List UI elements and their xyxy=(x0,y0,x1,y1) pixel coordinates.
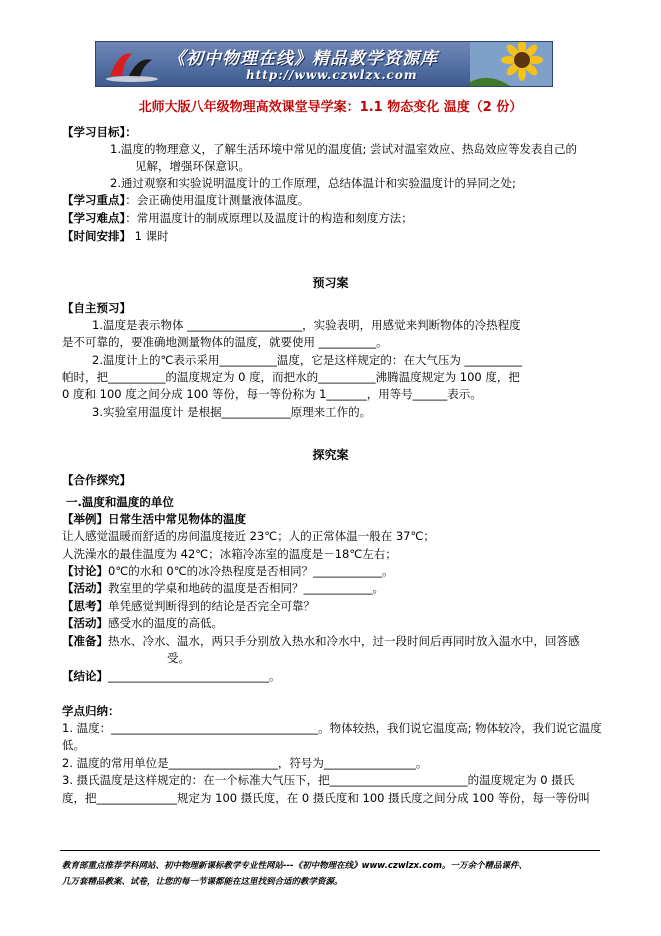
summary-label: 学点归纳： xyxy=(62,704,120,718)
example-title: 日常生活中常见物体的温度 xyxy=(108,512,246,526)
discuss-label: 【讨论】 xyxy=(62,564,108,578)
summary-3-line-1: 3. 摄氏温度是这样规定的：在一个标准大气压下，把________________________的温度规定为 0 摄氏 xyxy=(62,773,575,787)
conclusion-row xyxy=(62,668,281,684)
activity-2-label: 【活动】 xyxy=(62,616,108,630)
activity-1-text: 教室里的学桌和地砖的温度是否相同？____________。 xyxy=(108,581,384,595)
summary-2: 2. 温度的常用单位是___________________，符号为________________。 xyxy=(62,756,428,770)
preview-q2-line-1: 2.温度计上的℃表示采用__________温度，它是这样规定的：在大气压为 __________ xyxy=(92,353,523,367)
difficulty-text: ：常用温度计的制成原理以及温度计的构造和刻度方法； xyxy=(125,211,413,225)
sunflower-icon xyxy=(470,42,552,87)
think-label: 【思考】 xyxy=(62,599,108,613)
summary-1-line-2: 低。 xyxy=(62,738,85,752)
header-banner xyxy=(95,41,553,87)
example-line-2: 人洗澡水的最佳温度为 42℃；冰箱冷冻室的温度是－18℃左右； xyxy=(62,547,397,561)
key-point-text: ：会正确使用温度计测量液体温度。 xyxy=(125,193,310,207)
prepare-label: 【准备】 xyxy=(62,634,108,648)
schedule-label: 【时间安排】 xyxy=(62,229,131,243)
schedule-text: 1 课时 xyxy=(134,229,169,243)
example-label: 【举例】 xyxy=(62,512,108,526)
banner-title: 《初中物理在线》精品教学资源库 xyxy=(168,49,438,69)
key-point-row xyxy=(62,192,309,208)
prepare-line-2: 受。 xyxy=(167,651,190,665)
subsection-temperature-units: 一.温度和温度的单位 xyxy=(66,495,174,509)
preview-q3: 3.实验室用温度计 是根据____________原理来工作的。 xyxy=(92,405,372,419)
preview-heading: 预习案 xyxy=(312,276,349,290)
banner-url: http://www.czwlzx.com xyxy=(246,68,418,82)
summary-3-line-2: 度，把______________规定为 100 摄氏度，在 0 摄氏度和 100 摄氏度之间分成 100 等份，每一等份叫 xyxy=(62,791,590,805)
objective-1-line-2: 见解，增强环保意识。 xyxy=(135,159,250,173)
objectives-label: 【学习目标】： xyxy=(62,125,137,139)
example-row xyxy=(62,511,246,527)
site-logo-icon xyxy=(102,46,162,84)
difficulty-label: 【学习难点】 xyxy=(62,211,126,225)
schedule-row xyxy=(62,228,169,244)
difficulty-row xyxy=(62,210,413,226)
conclusion-label: 【结论】 xyxy=(62,669,108,683)
preview-q2-line-3: 0 度和 100 度之间分成 100 等份，每一等份称为 1_______，用等号______表示。 xyxy=(62,387,482,401)
footer-line-2: 几万套精品教案、试卷，让您的每一节课都能在这里找到合适的教学资源。 xyxy=(62,877,343,887)
think-text: 单凭感觉判断得到的结论是否完全可靠？ xyxy=(108,599,315,613)
activity-1-row xyxy=(62,580,384,596)
preview-q1-line-2: 是不可靠的，要准确地测量物体的温度，就要使用 __________。 xyxy=(62,335,388,349)
discuss-row xyxy=(62,563,394,579)
prepare-row xyxy=(62,633,580,649)
activity-2-text: 感受水的温度的高低。 xyxy=(108,616,223,630)
explore-heading: 探究案 xyxy=(312,448,349,462)
summary-1-line-1: 1. 温度：____________________________________。物体较热，我们说它温度高; 物体较冷，我们说它温度 xyxy=(62,721,602,735)
discuss-text: 0℃的水和 0℃的冰冷热程度是否相同？____________。 xyxy=(108,564,394,578)
document-title: 北师大版八年级物理高效课堂导学案：1.1 物态变化 温度（2 份） xyxy=(138,100,523,115)
activity-2-row xyxy=(62,615,223,631)
key-point-label: 【学习重点】 xyxy=(62,193,126,207)
conclusion-text: ____________________________。 xyxy=(108,669,281,683)
objective-2: 2.通过观察和实验说明温度计的工作原理，总结体温计和实验温度计的异同之处; xyxy=(110,176,516,190)
footer-divider xyxy=(60,850,600,851)
prepare-line-1: 热水、冷水、温水，两只手分别放入热水和冷水中，过一段时间后再同时放入温水中，回答感 xyxy=(108,634,580,648)
preview-q2-line-2: 帕时，把__________的温度规定为 0 度，而把水的__________沸腾温度规定为 100 度，把 xyxy=(62,370,520,384)
activity-1-label: 【活动】 xyxy=(62,581,108,595)
objective-1-line-1: 1.温度的物理意义，了解生活环境中常见的温度值; 尝试对温室效应、热岛效应等发表自己的 xyxy=(110,142,577,156)
footer-line-1: 教育部重点推荐学科网站、初中物理新课标教学专业性网站---《初中物理在线》www.czwlzx.com。一万余个精品课件、 xyxy=(62,861,527,871)
example-line-1: 让人感觉温暖而舒适的房间温度接近 23℃；人的正常体温一般在 37℃； xyxy=(62,529,435,543)
think-row xyxy=(62,598,315,614)
coop-label: 【合作探究】 xyxy=(62,473,131,487)
preview-q1-line-1: 1.温度是表示物体 ____________________，实验表明，用感觉来判断物体的冷热程度 xyxy=(92,318,521,332)
self-preview-label: 【自主预习】 xyxy=(62,301,131,315)
